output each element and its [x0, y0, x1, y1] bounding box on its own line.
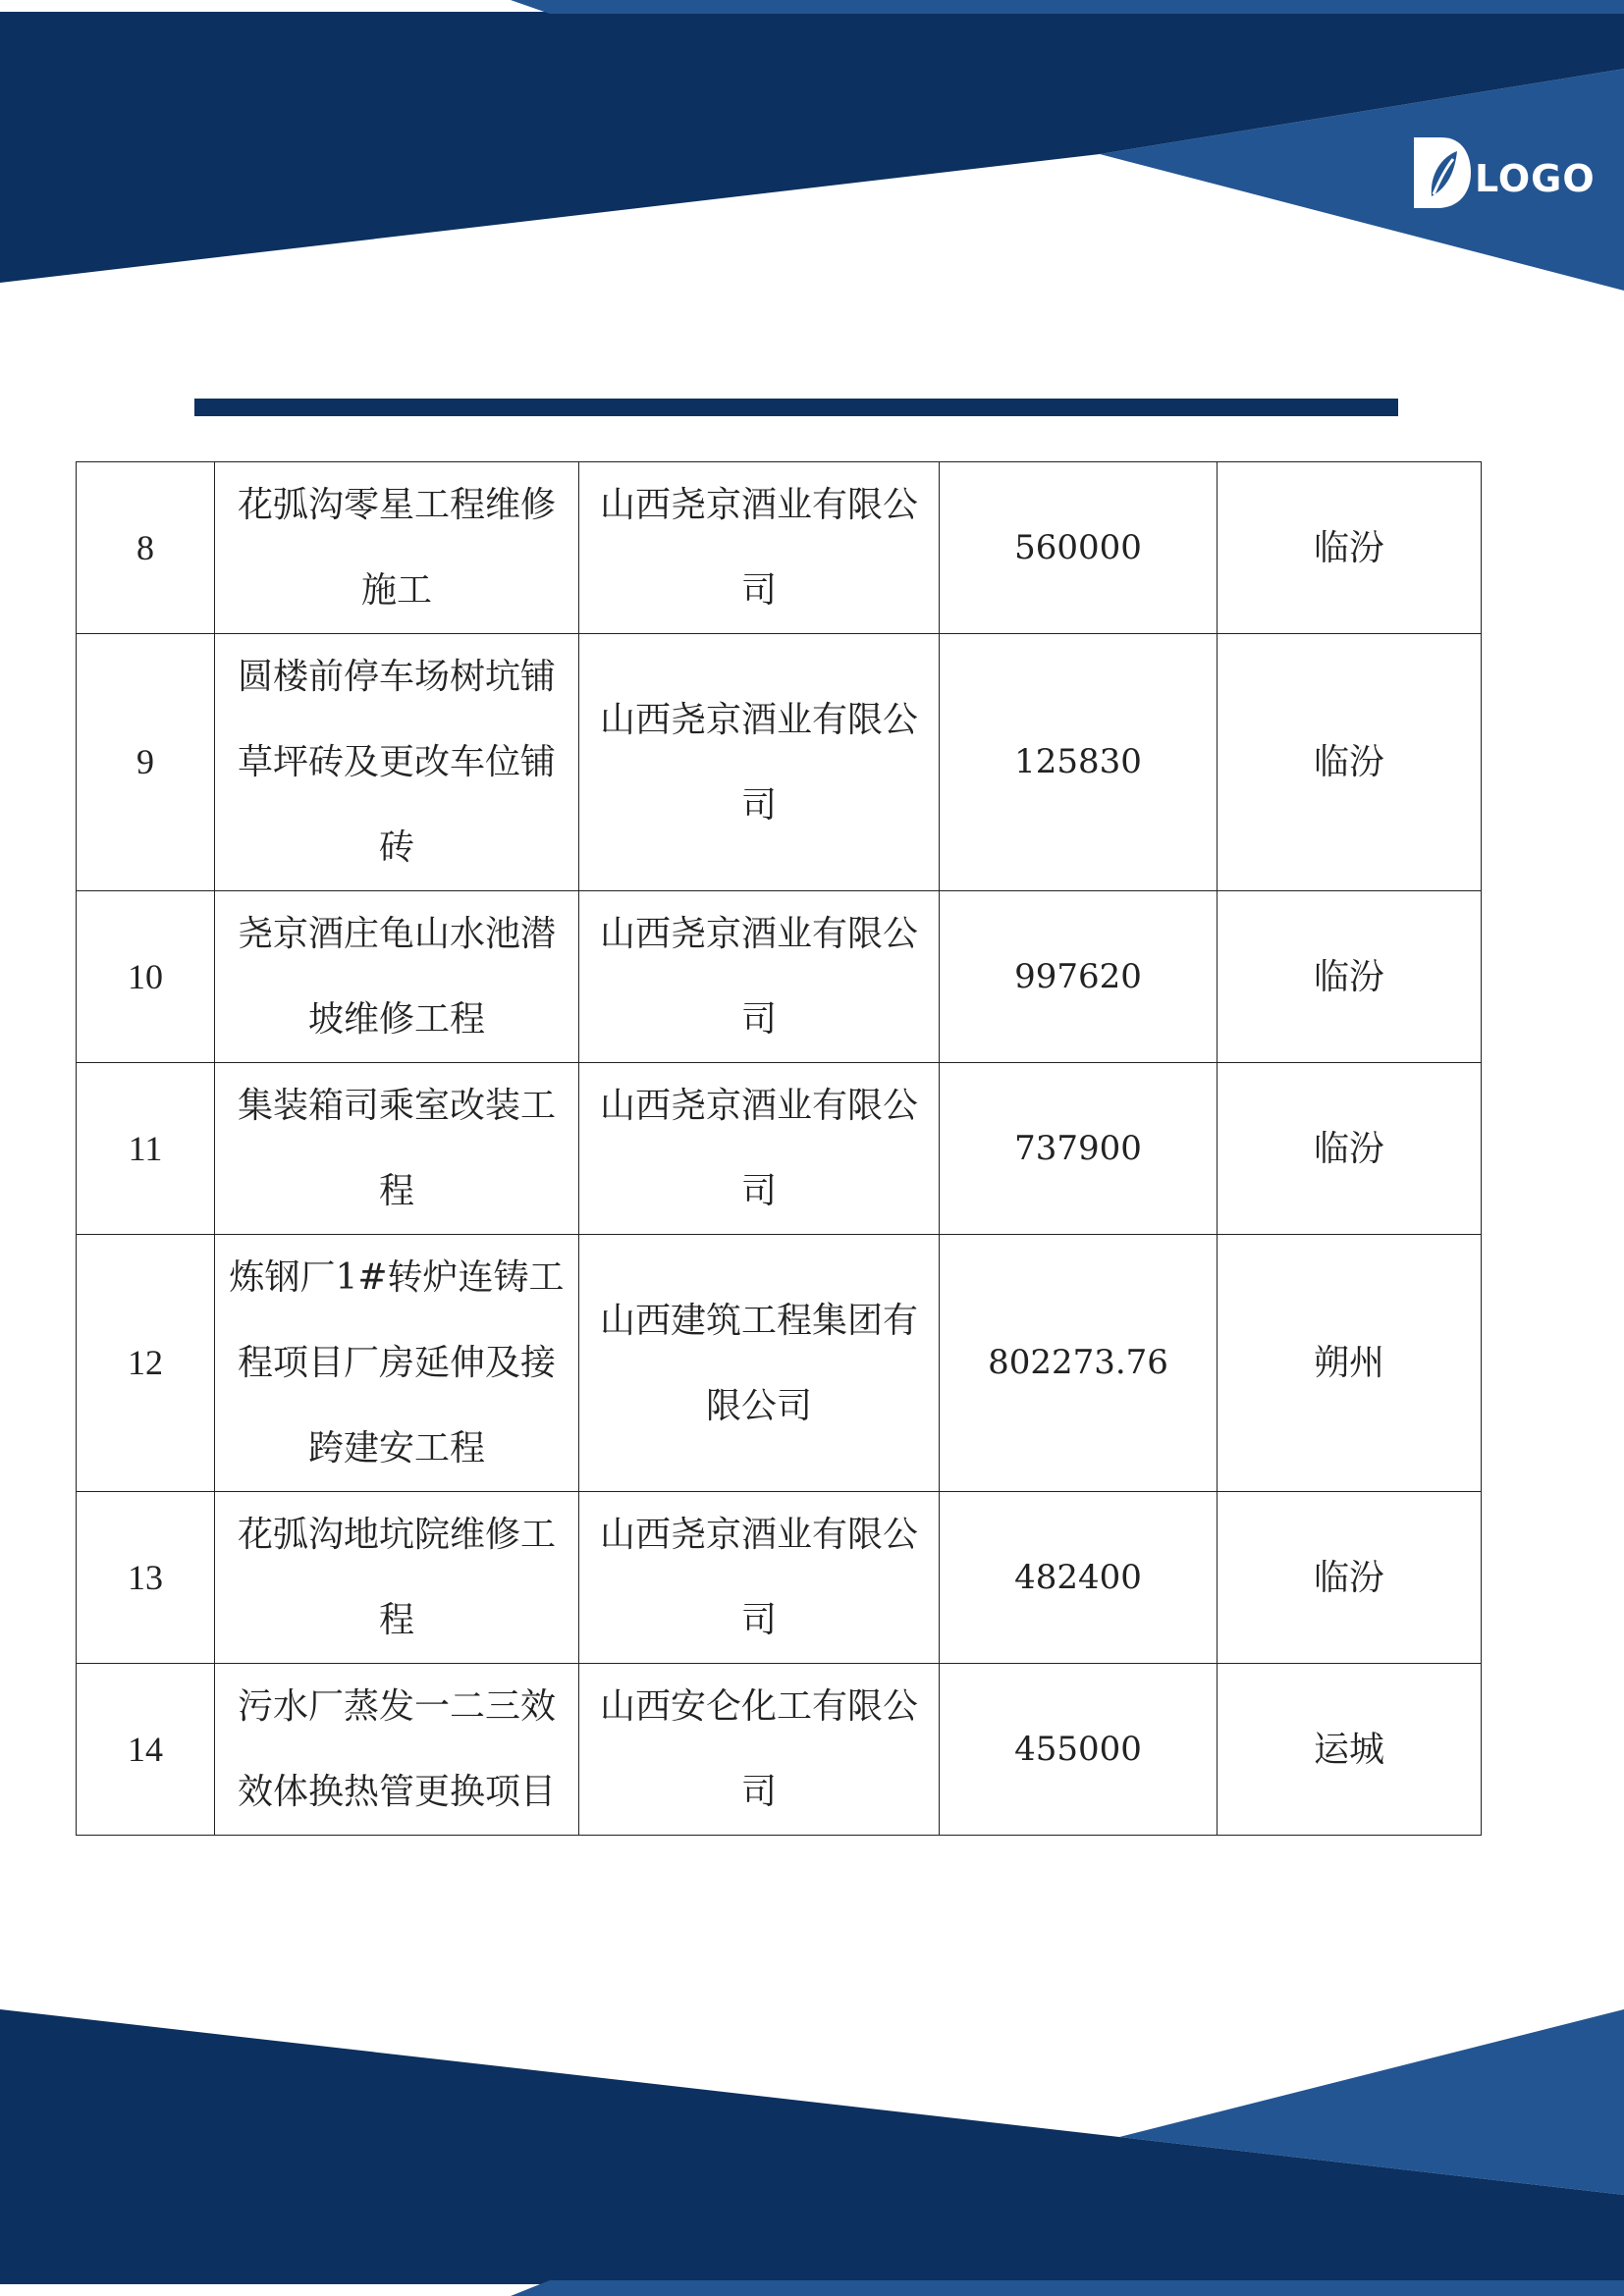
company-name: 山西建筑工程集团有限公司 [579, 1235, 940, 1492]
project-table-container [76, 461, 1482, 1836]
project-name: 花弧沟地坑院维修工程 [215, 1492, 579, 1664]
table-row [77, 1664, 1482, 1836]
table-row [77, 462, 1482, 634]
city: 临汾 [1218, 1063, 1482, 1235]
table-row [77, 1063, 1482, 1235]
company-name: 山西尧京酒业有限公司 [579, 1063, 940, 1235]
contract-amount: 125830 [940, 634, 1218, 891]
company-name: 山西尧京酒业有限公司 [579, 462, 940, 634]
project-table-body [77, 462, 1482, 1836]
header-blue-stripe [511, 0, 1624, 14]
company-name: 山西尧京酒业有限公司 [579, 634, 940, 891]
city: 朔州 [1218, 1235, 1482, 1492]
footer-banner [0, 2002, 1624, 2296]
project-name: 集装箱司乘室改装工程 [215, 1063, 579, 1235]
row-number: 11 [77, 1063, 215, 1235]
project-name: 尧京酒庄龟山水池潜坡维修工程 [215, 891, 579, 1063]
city: 临汾 [1218, 634, 1482, 891]
row-number: 9 [77, 634, 215, 891]
contract-amount: 482400 [940, 1492, 1218, 1664]
row-number: 12 [77, 1235, 215, 1492]
company-name: 山西尧京酒业有限公司 [579, 1492, 940, 1664]
project-name: 炼钢厂1#转炉连铸工程项目厂房延伸及接跨建安工程 [215, 1235, 579, 1492]
row-number: 13 [77, 1492, 215, 1664]
leaf-logo-icon [1412, 135, 1473, 210]
contract-amount: 560000 [940, 462, 1218, 634]
contract-amount: 737900 [940, 1063, 1218, 1235]
table-row [77, 1492, 1482, 1664]
row-number: 8 [77, 462, 215, 634]
city: 临汾 [1218, 891, 1482, 1063]
logo-text: LOGO [1475, 157, 1596, 200]
company-name: 山西安仑化工有限公司 [579, 1664, 940, 1836]
project-name: 圆楼前停车场树坑铺草坪砖及更改车位铺砖 [215, 634, 579, 891]
company-name: 山西尧京酒业有限公司 [579, 891, 940, 1063]
logo [1412, 135, 1596, 210]
project-table [76, 461, 1482, 1836]
contract-amount: 997620 [940, 891, 1218, 1063]
city: 运城 [1218, 1664, 1482, 1836]
footer-blue-stripe [511, 2280, 1624, 2296]
table-row [77, 1235, 1482, 1492]
row-number: 10 [77, 891, 215, 1063]
table-row [77, 891, 1482, 1063]
table-row [77, 634, 1482, 891]
row-number: 14 [77, 1664, 215, 1836]
project-name: 花弧沟零星工程维修施工 [215, 462, 579, 634]
contract-amount: 802273.76 [940, 1235, 1218, 1492]
header-banner [0, 0, 1624, 294]
title-divider-bar [194, 399, 1398, 416]
city: 临汾 [1218, 462, 1482, 634]
contract-amount: 455000 [940, 1664, 1218, 1836]
city: 临汾 [1218, 1492, 1482, 1664]
project-name: 污水厂蒸发一二三效效体换热管更换项目 [215, 1664, 579, 1836]
